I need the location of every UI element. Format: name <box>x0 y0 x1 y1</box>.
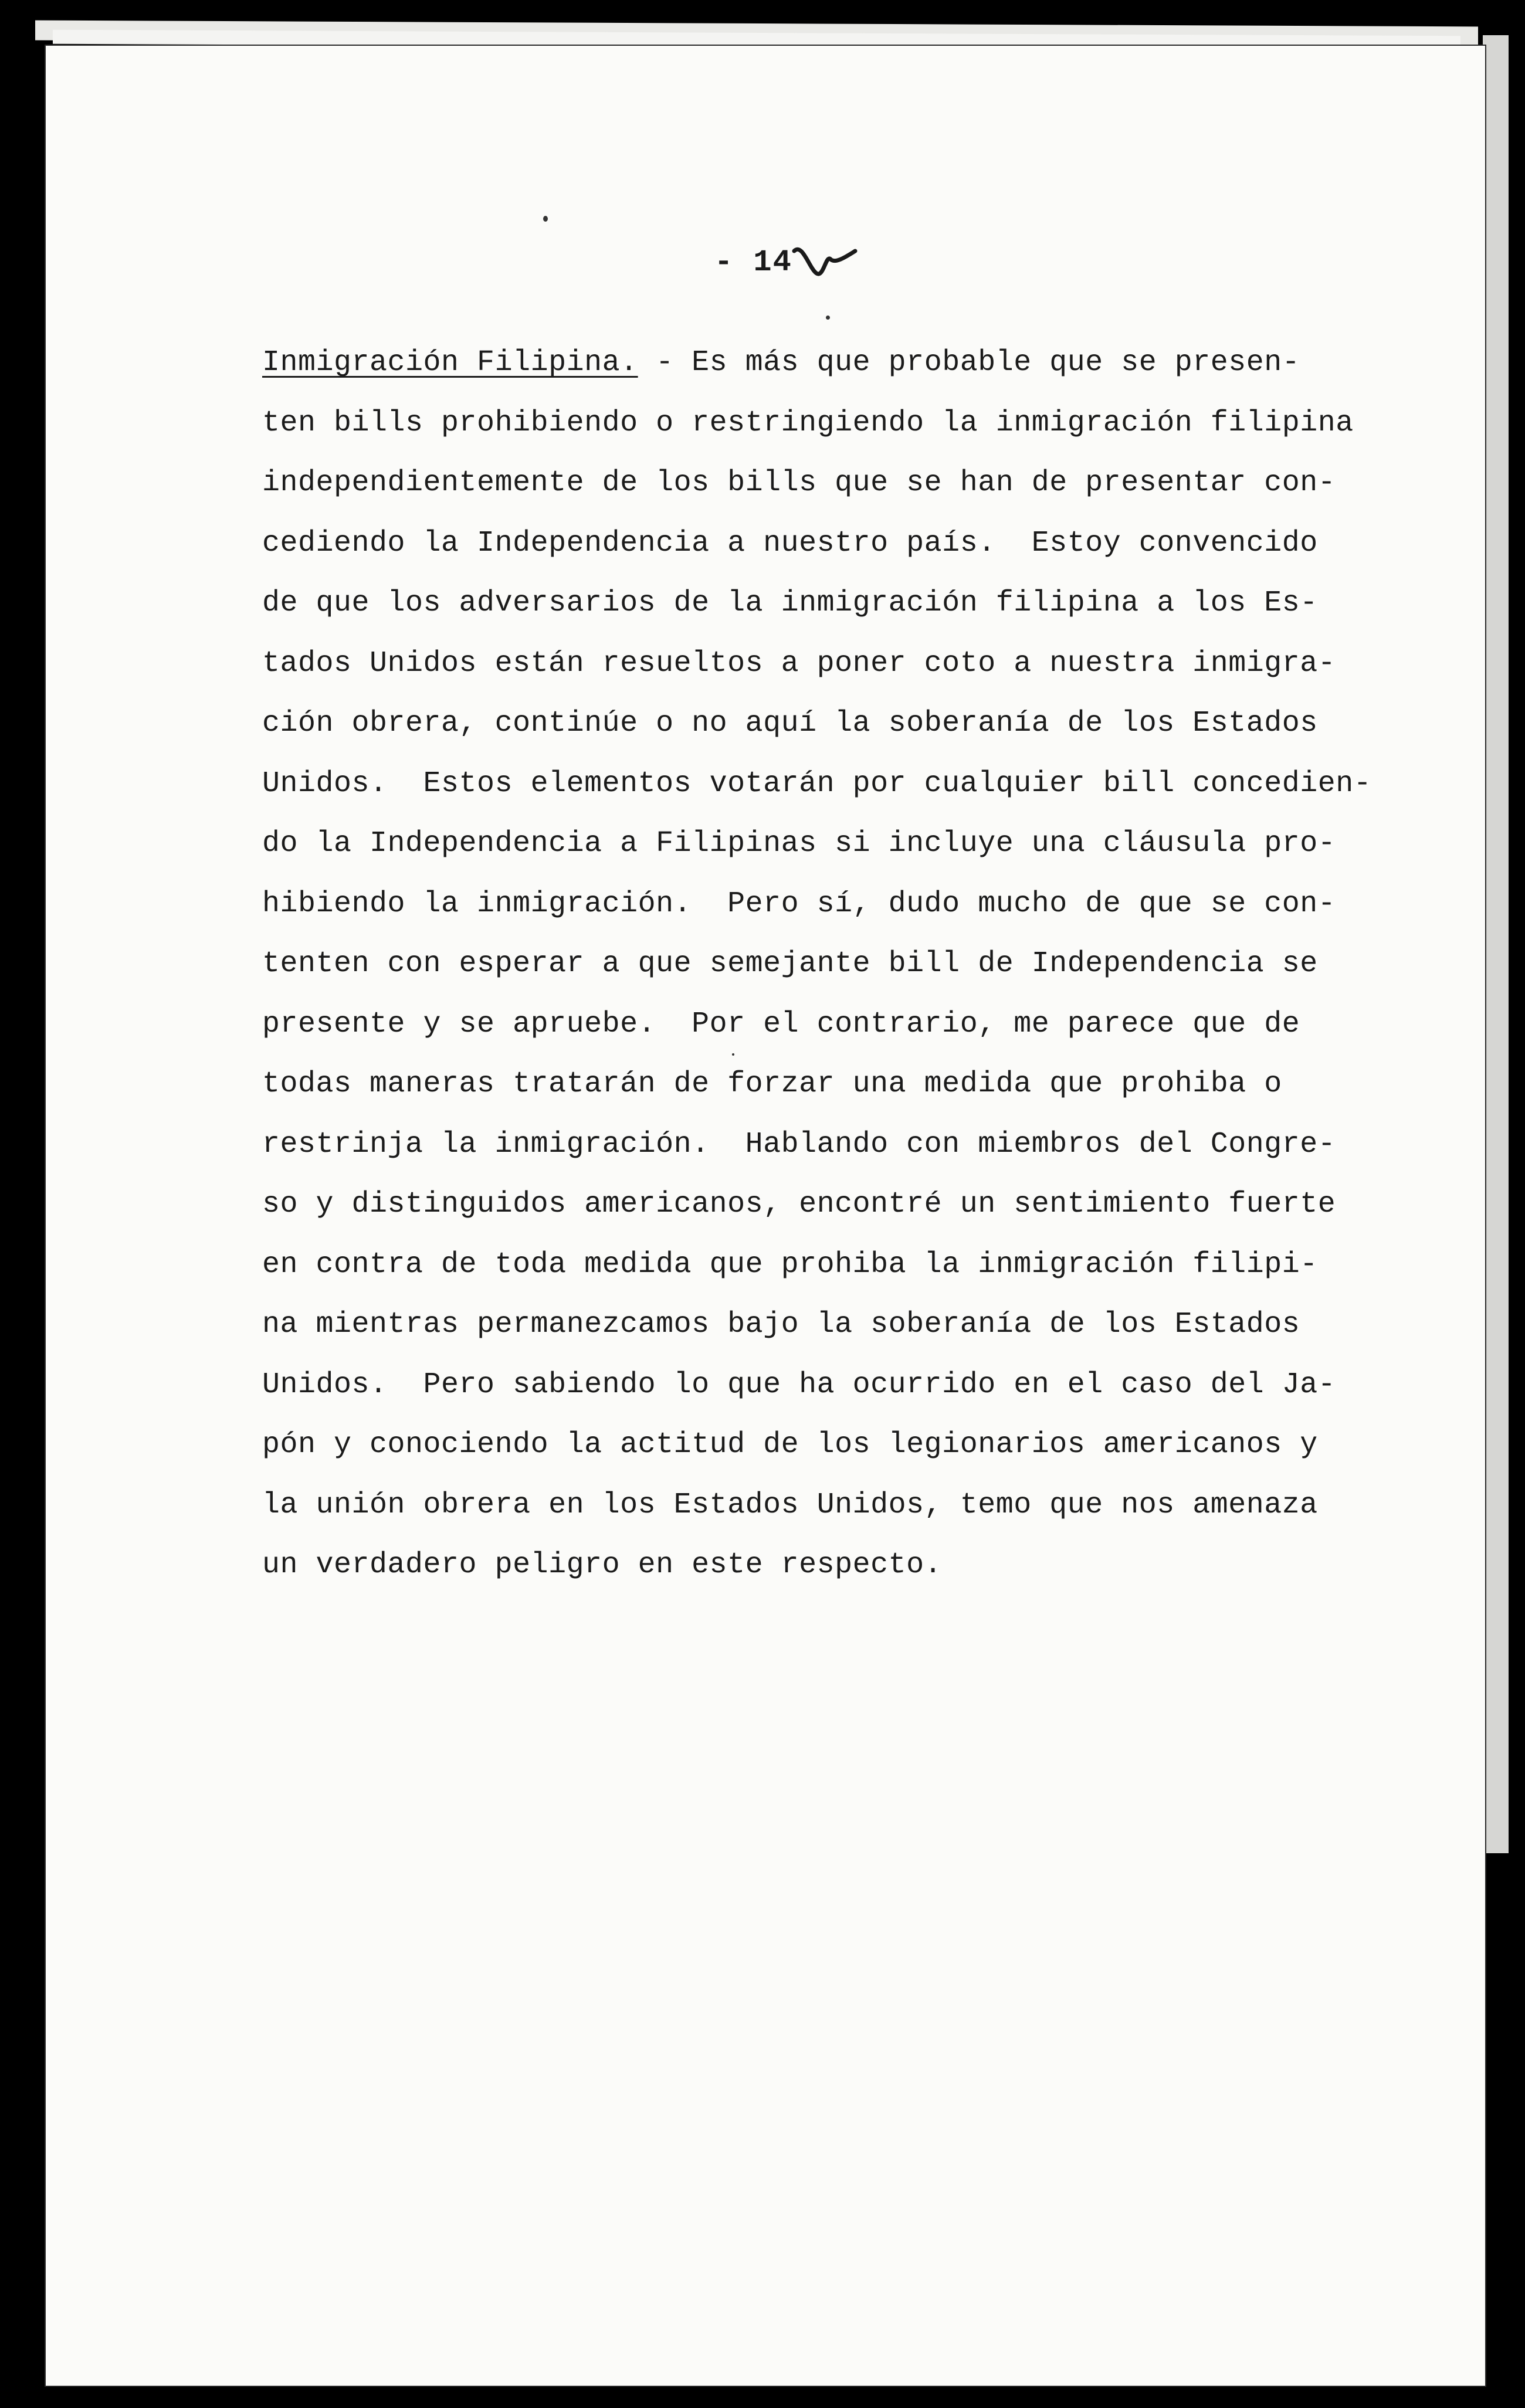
text-line: en contra de toda medida que prohiba la inmigración filipi- <box>262 1247 1318 1281</box>
text-line: Unidos. Estos elementos votarán por cualquier bill concedien- <box>262 767 1372 801</box>
document-body <box>262 333 1377 1596</box>
text-line: todas maneras tratarán de forzar una medida que prohiba o <box>262 1067 1282 1101</box>
text-line: Inmigración Filipina. - Es más que probable que se presen- <box>262 346 1300 379</box>
text-line: hibiendo la inmigración. Pero sí, dudo mucho de que se con- <box>262 887 1336 921</box>
text-line: la unión obrera en los Estados Unidos, temo que nos amenaza <box>262 1488 1318 1522</box>
page-number-text: - 14 <box>714 245 792 280</box>
text-line: ción obrera, continúe o no aquí la soberanía de los Estados <box>262 707 1318 740</box>
speck <box>543 216 548 222</box>
text-line: presente y se apruebe. Por el contrario, me parece que de <box>262 1007 1300 1041</box>
text-line: tenten con esperar a que semejante bill de Independencia se <box>262 947 1318 981</box>
text-line: cediendo la Independencia a nuestro país. Estoy convencido <box>262 526 1318 560</box>
page-number <box>714 245 792 280</box>
text-line: ten bills prohibiendo o restringiendo la inmigración filipina <box>262 406 1354 440</box>
text-line: un verdadero peligro en este respecto. <box>262 1548 943 1582</box>
section-heading: Inmigración Filipina. <box>262 346 638 379</box>
text-line: do la Independencia a Filipinas si incluye una cláusula pro- <box>262 827 1336 860</box>
text-line: so y distinguidos americanos, encontré un sentimiento fuerte <box>262 1188 1336 1221</box>
paper-edge-right <box>1483 35 1509 1853</box>
text-line: Unidos. Pero sabiendo lo que ha ocurrido en el caso del Ja- <box>262 1368 1336 1402</box>
text-line: independientemente de los bills que se han de presentar con- <box>262 466 1336 500</box>
handwritten-mark-icon <box>789 239 860 286</box>
text-line: de que los adversarios de la inmigración filipina a los Es- <box>262 586 1318 620</box>
text-line: tados Unidos están resueltos a poner coto a nuestra inmigra- <box>262 646 1336 680</box>
speck <box>826 316 830 320</box>
text-line: na mientras permanezcamos bajo la soberanía de los Estados <box>262 1308 1300 1341</box>
text-line: restrinja la inmigración. Hablando con miembros del Congre- <box>262 1127 1336 1161</box>
text-line: pón y conociendo la actitud de los legionarios americanos y <box>262 1428 1318 1461</box>
